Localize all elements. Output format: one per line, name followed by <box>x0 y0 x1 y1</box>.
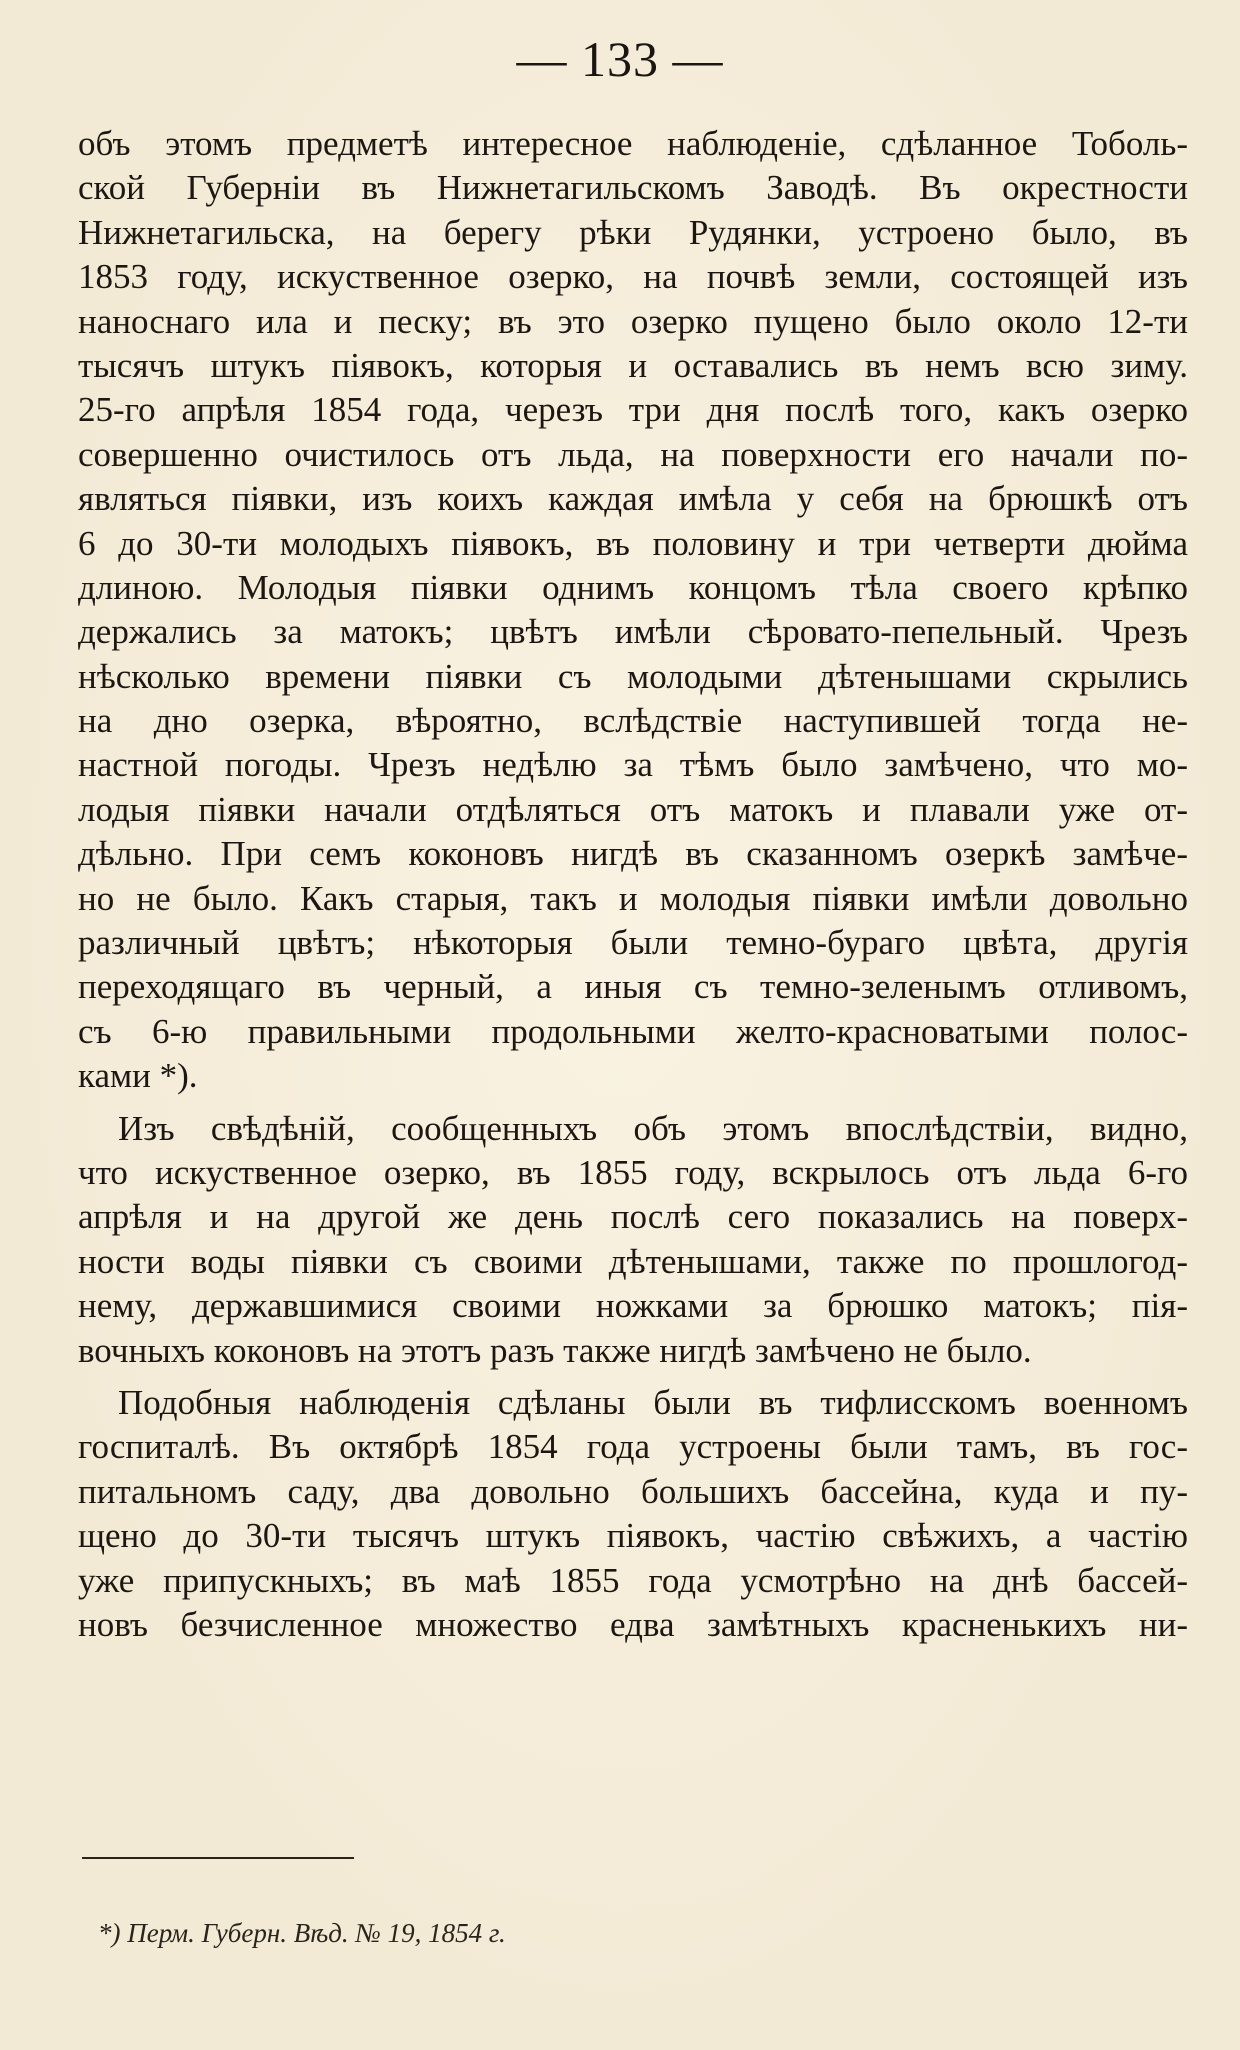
text-line: 25-го апрѣля 1854 года, черезъ три дня послѣ того, какъ озерко <box>78 390 1188 430</box>
text-line: апрѣля и на другой же день послѣ сего показались на поверх- <box>78 1197 1188 1237</box>
text-line: длиною. Молодыя піявки однимъ концомъ тѣла своего крѣпко <box>78 567 1188 607</box>
text-line: нему, державшимися своими ножками за брюшко матокъ; пія- <box>78 1286 1188 1326</box>
text-line: Подобныя наблюденія сдѣланы были въ тифлисскомъ военномъ <box>118 1382 1188 1422</box>
text-line: настной погоды. Чрезъ недѣлю за тѣмъ было замѣчено, что мо- <box>78 745 1188 785</box>
text-line: являться піявки, изъ коихъ каждая имѣла у себя на брюшкѣ отъ <box>78 479 1188 519</box>
text-line: переходящаго въ черный, а иныя съ темно-зеленымъ отливомъ, <box>78 967 1188 1007</box>
text-line: ской Губерніи въ Нижнетагильскомъ Заводѣ. Въ окрестности <box>78 168 1188 208</box>
text-line: тысячъ штукъ піявокъ, которыя и оставались въ немъ всю зиму. <box>78 345 1188 385</box>
text-line: различный цвѣтъ; нѣкоторыя были темно-бураго цвѣта, другія <box>78 923 1188 963</box>
text-line: ками *). <box>78 1056 198 1096</box>
paragraph-1 <box>78 122 1188 1099</box>
paragraph-gap <box>78 1099 1188 1107</box>
text-line: нѣсколько времени піявки съ молодыми дѣтенышами скрылись <box>78 656 1188 696</box>
text-line: совершенно очистилось отъ льда, на поверхности его начали по- <box>78 434 1188 474</box>
text-line: Нижнетагильска, на берегу рѣки Рудянки, устроено было, въ <box>78 212 1188 252</box>
paragraph-2 <box>78 1107 1188 1373</box>
text-line: но не было. Какъ старыя, такъ и молодыя піявки имѣли довольно <box>78 878 1188 918</box>
text-line: питальномъ саду, два довольно большихъ бассейна, куда и пу- <box>78 1471 1188 1511</box>
text-line: новъ безчисленное множество едва замѣтныхъ красненькихъ ни- <box>78 1604 1188 1644</box>
text-line: 1853 году, искуственное озерко, на почвѣ земли, состоящей изъ <box>78 257 1188 297</box>
text-line: лодыя піявки начали отдѣляться отъ матокъ и плавали уже от- <box>78 789 1188 829</box>
text-line: вочныхъ коконовъ на этотъ разъ также нигдѣ замѣчено не было. <box>78 1330 1032 1370</box>
footnote: *) Перм. Губерн. Вѣд. № 19, 1854 г. <box>98 1918 506 1948</box>
text-line: Изъ свѣдѣній, сообщенныхъ объ этомъ впослѣдствіи, видно, <box>118 1108 1188 1148</box>
text-line: уже припускныхъ; въ маѣ 1855 года усмотрѣно на днѣ бассей- <box>78 1560 1188 1600</box>
text-line: объ этомъ предметѣ интересное наблюденіе, сдѣланное Тоболь- <box>78 124 1188 163</box>
text-line: на дно озерка, вѣроятно, вслѣдствіе наступившей тогда не- <box>78 701 1188 741</box>
text-line: дѣльно. При семъ коконовъ нигдѣ въ сказанномъ озеркѣ замѣче- <box>78 834 1188 874</box>
text-line: 6 до 30-ти молодыхъ піявокъ, въ половину и три четверти дюйма <box>78 523 1188 563</box>
paragraph-gap <box>78 1373 1188 1381</box>
paragraph-3 <box>78 1381 1188 1647</box>
text-line: наноснаго ила и песку; въ это озерко пущено было около 12-ти <box>78 301 1188 341</box>
body-text <box>78 122 1188 1647</box>
page-number: — 133 — <box>516 31 724 87</box>
text-line: ности воды піявки съ своими дѣтенышами, также по прошлогод- <box>78 1241 1188 1281</box>
text-line: щено до 30-ти тысячъ штукъ піявокъ, частію свѣжихъ, а частію <box>78 1516 1188 1556</box>
text-line: съ 6-ю правильными продольными желто-красноватыми полос- <box>78 1011 1188 1051</box>
text-line: держались за матокъ; цвѣтъ имѣли сѣровато-пепельный. Чрезъ <box>78 612 1188 652</box>
text-line: госпиталѣ. Въ октябрѣ 1854 года устроены были тамъ, въ гос- <box>78 1427 1188 1467</box>
footnote-divider <box>82 1857 354 1859</box>
text-line: что искуственное озерко, въ 1855 году, вскрылось отъ льда 6-го <box>78 1152 1188 1192</box>
